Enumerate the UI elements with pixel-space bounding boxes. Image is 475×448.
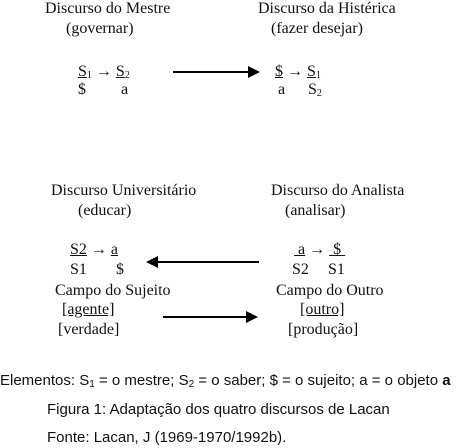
analyst-top-right: $ xyxy=(333,241,342,258)
master-subtitle: (governar) xyxy=(66,20,134,37)
analyst-subtitle: (analisar) xyxy=(285,202,346,219)
subject-field-agent: [agente] xyxy=(62,301,115,318)
analyst-arrow: → xyxy=(309,241,326,258)
analyst-title: Discurso do Analista xyxy=(271,182,405,199)
university-subtitle: (educar) xyxy=(78,202,132,219)
hysteric-top-right: $S_1$ xyxy=(307,63,321,81)
analyst-bottom-left: S2 xyxy=(292,261,309,278)
university-bottom-left: S1 xyxy=(70,261,87,278)
analyst-top-left: a xyxy=(298,241,306,258)
hysteric-bottom-right: $S_2$ xyxy=(308,81,322,99)
analyst-formula-top xyxy=(294,241,345,259)
other-field-other: [outro] xyxy=(300,301,345,318)
university-formula-top xyxy=(70,241,118,259)
master-title: Discurso do Mestre xyxy=(45,0,171,17)
figure-source: Fonte: Lacan, J (1969-1970/1992b). xyxy=(47,429,287,446)
master-bottom-right: a xyxy=(121,81,129,98)
analyst-bottom-right: S1 xyxy=(328,261,345,278)
hysteric-bottom-left: a xyxy=(278,81,286,98)
master-bottom-left: $ xyxy=(78,81,86,98)
legend: Elementos: $S_1 = o$ mestre; $S_2 = o$ saber; $ = o sujeito; a = o objeto a xyxy=(0,372,451,390)
master-top-right: $S_2$ xyxy=(115,63,130,81)
master-arrow: → xyxy=(95,63,112,80)
university-bottom-right: $ xyxy=(116,261,124,278)
university-top-left: S2 xyxy=(70,241,87,258)
university-arrow: → xyxy=(90,241,107,258)
hysteric-arrow: → xyxy=(287,63,303,80)
subject-field-title: Campo do Sujeito xyxy=(55,282,171,299)
hysteric-top-left: $ xyxy=(275,63,283,80)
hysteric-formula-top xyxy=(275,63,321,81)
master-top-left: $S_1$ xyxy=(78,63,92,81)
figure-caption: Figura 1: Adaptação dos quatro discursos de Lacan xyxy=(47,401,390,418)
university-title: Discurso Universitário xyxy=(51,182,197,199)
hysteric-title: Discurso da Histérica xyxy=(258,0,396,17)
other-field-production: [produção] xyxy=(288,321,359,338)
master-formula-top xyxy=(78,63,130,81)
subject-field-truth: [verdade] xyxy=(58,321,120,338)
other-field-title: Campo do Outro xyxy=(276,282,384,299)
hysteric-subtitle: (fazer desejar) xyxy=(271,20,363,37)
university-top-right: a xyxy=(110,241,119,258)
